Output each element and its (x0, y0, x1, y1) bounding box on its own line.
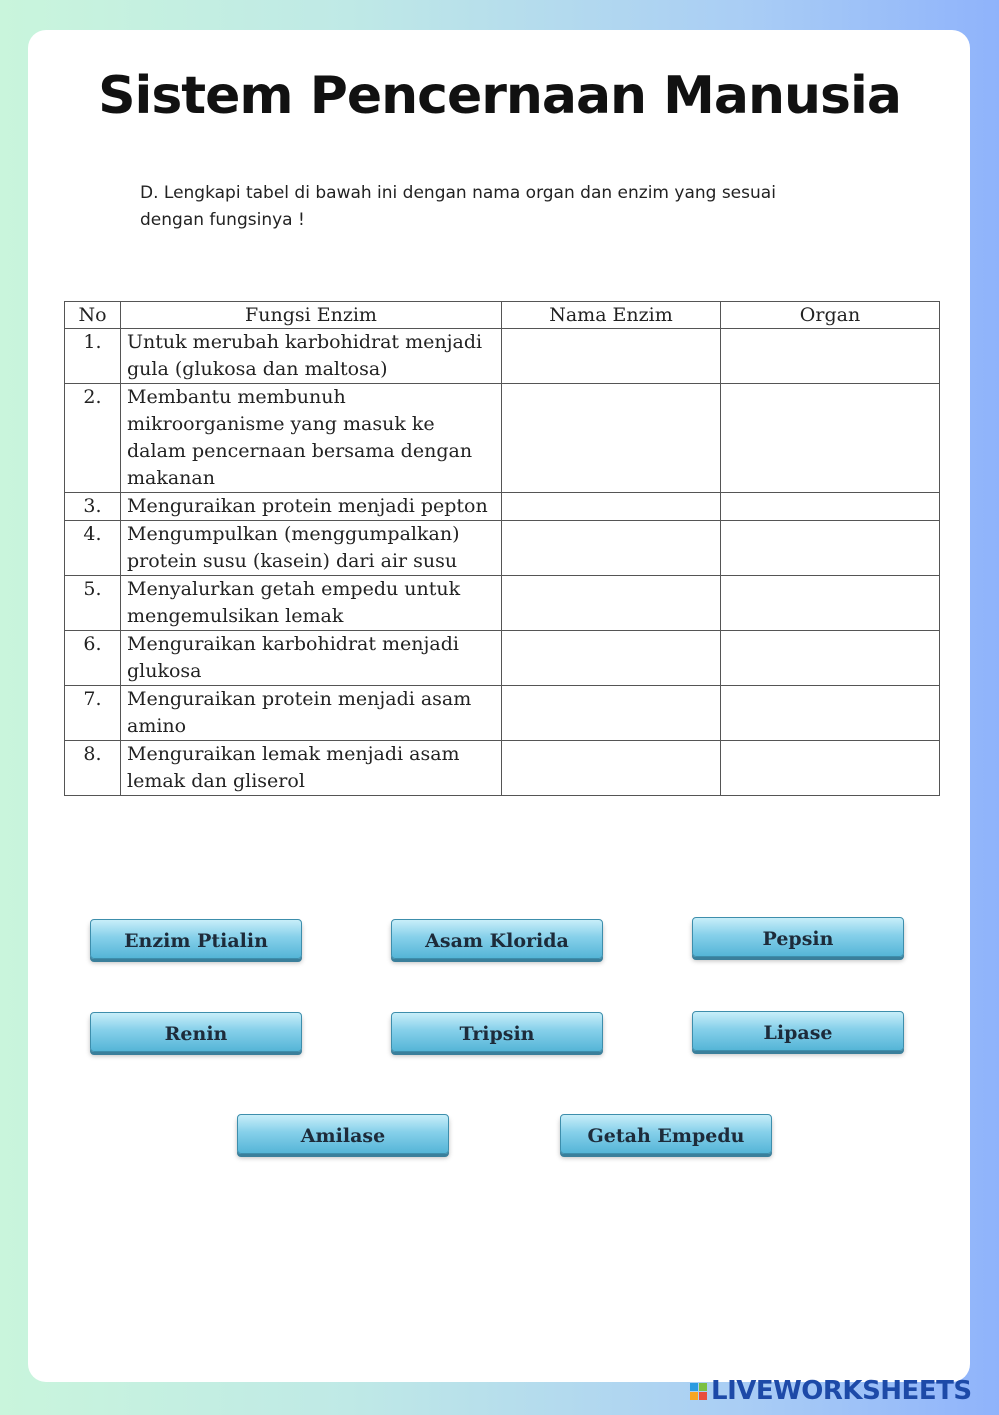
enzyme-drop-cell[interactable] (502, 329, 721, 384)
chip-tripsin[interactable]: Tripsin (391, 1012, 603, 1052)
table-header-row (65, 302, 940, 329)
header-nama-enzim: Nama Enzim (502, 302, 721, 329)
enzyme-drop-cell[interactable] (502, 493, 721, 521)
table-row (65, 329, 940, 384)
chip-amilase[interactable]: Amilase (237, 1114, 449, 1154)
table-row (65, 576, 940, 631)
logo-text: LIVEWORKSHEETS (711, 1376, 972, 1406)
organ-drop-cell[interactable] (721, 521, 940, 576)
organ-drop-cell[interactable] (721, 741, 940, 796)
page-title: Sistem Pencernaan Manusia (98, 66, 901, 126)
organ-drop-cell[interactable] (721, 329, 940, 384)
enzyme-drop-cell[interactable] (502, 521, 721, 576)
organ-drop-cell[interactable] (721, 384, 940, 493)
organ-drop-cell[interactable] (721, 493, 940, 521)
header-organ: Organ (721, 302, 940, 329)
liveworksheets-logo-icon (690, 1383, 707, 1400)
row-function: Menguraikan karbohidrat menjadi glukosa (121, 631, 502, 686)
row-function: Menyalurkan getah empedu untuk mengemulsikan lemak (121, 576, 502, 631)
table-row (65, 384, 940, 493)
enzyme-drop-cell[interactable] (502, 576, 721, 631)
row-number: 8. (65, 741, 121, 796)
enzyme-table (64, 301, 940, 796)
header-no: No (65, 302, 121, 329)
row-function: Membantu membunuh mikroorganisme yang masuk ke dalam pencernaan bersama dengan makanan (121, 384, 502, 493)
row-function: Mengumpulkan (menggumpalkan) protein susu (kasein) dari air susu (121, 521, 502, 576)
enzyme-drop-cell[interactable] (502, 741, 721, 796)
chip-lipase[interactable]: Lipase (692, 1011, 904, 1051)
instruction-text: D. Lengkapi tabel di bawah ini dengan nama organ dan enzim yang sesuai dengan fungsinya ! (140, 183, 776, 230)
row-function: Menguraikan protein menjadi pepton (121, 493, 502, 521)
liveworksheets-logo[interactable] (690, 1374, 972, 1408)
table-row (65, 741, 940, 796)
row-number: 5. (65, 576, 121, 631)
organ-drop-cell[interactable] (721, 686, 940, 741)
row-function: Untuk merubah karbohidrat menjadi gula (glukosa dan maltosa) (121, 329, 502, 384)
table-row (65, 631, 940, 686)
chip-getah-empedu[interactable]: Getah Empedu (560, 1114, 772, 1154)
chip-asam-klorida[interactable]: Asam Klorida (391, 919, 603, 959)
row-number: 4. (65, 521, 121, 576)
row-number: 7. (65, 686, 121, 741)
organ-drop-cell[interactable] (721, 631, 940, 686)
table-row (65, 493, 940, 521)
chip-pepsin[interactable]: Pepsin (692, 917, 904, 957)
organ-drop-cell[interactable] (721, 576, 940, 631)
chip-renin[interactable]: Renin (90, 1012, 302, 1052)
table-row (65, 521, 940, 576)
row-function: Menguraikan lemak menjadi asam lemak dan gliserol (121, 741, 502, 796)
row-number: 6. (65, 631, 121, 686)
header-fungsi-enzim: Fungsi Enzim (121, 302, 502, 329)
row-number: 2. (65, 384, 121, 493)
row-function: Menguraikan protein menjadi asam amino (121, 686, 502, 741)
table-row (65, 686, 940, 741)
chip-enzim-ptialin[interactable]: Enzim Ptialin (90, 919, 302, 959)
enzyme-drop-cell[interactable] (502, 686, 721, 741)
row-number: 3. (65, 493, 121, 521)
row-number: 1. (65, 329, 121, 384)
enzyme-drop-cell[interactable] (502, 631, 721, 686)
enzyme-drop-cell[interactable] (502, 384, 721, 493)
